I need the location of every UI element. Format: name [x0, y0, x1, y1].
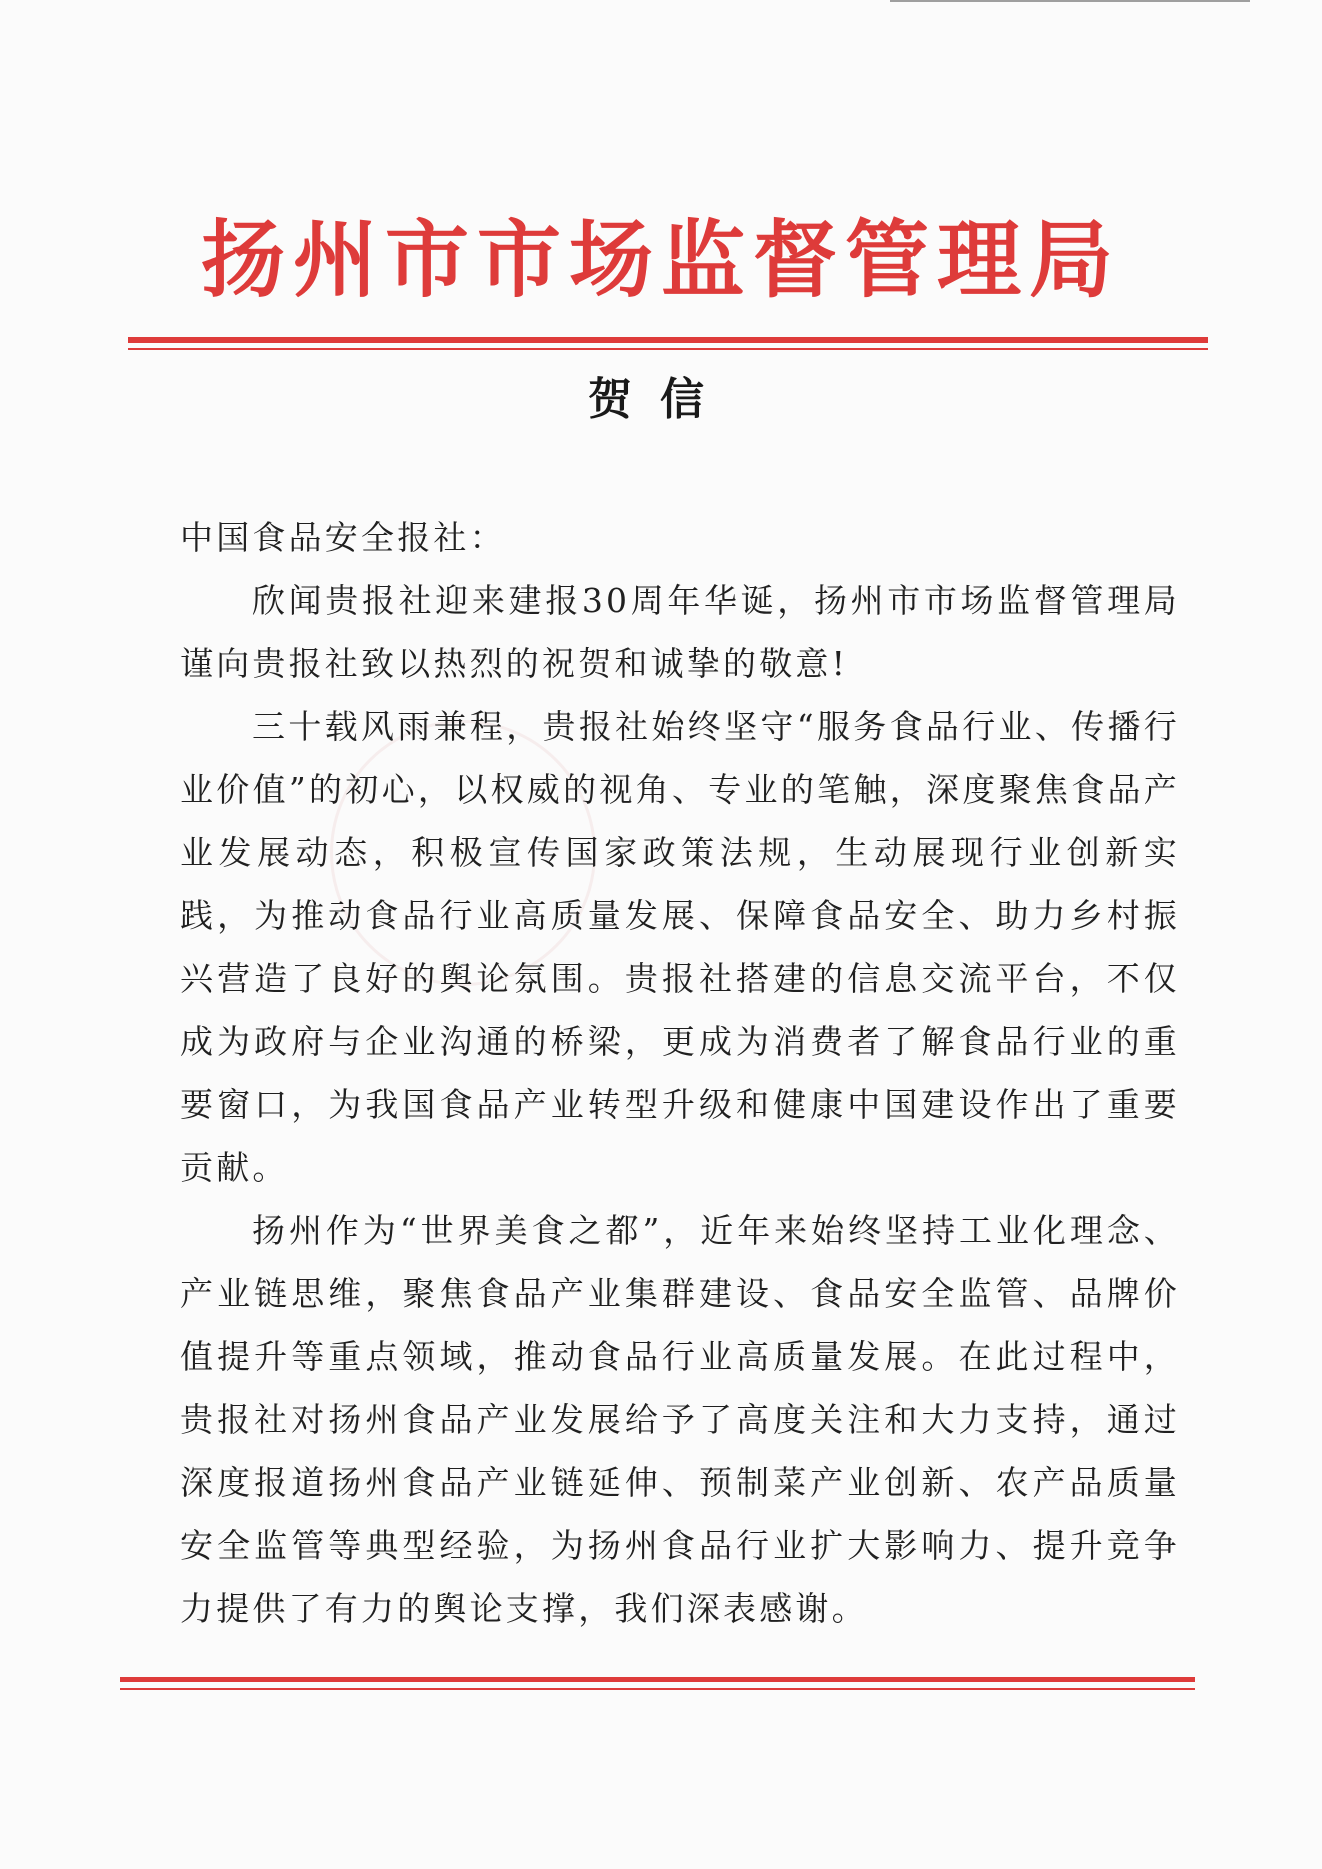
letterhead-rule-thick — [128, 337, 1208, 343]
letterhead-organization: 扬州市市场监督管理局 — [200, 210, 1121, 309]
scan-edge-shadow — [890, 0, 1250, 2]
footer-rule-thick — [120, 1677, 1195, 1682]
document-title: 贺信 — [588, 374, 732, 425]
letter-body — [180, 506, 1180, 1640]
paragraph-1: 欣闻贵报社迎来建报30周年华诞，扬州市市场监督管理局谨向贵报社致以热烈的祝贺和诚挚的敬意! — [180, 581, 1180, 683]
footer-rule-thin — [120, 1688, 1195, 1690]
salutation: 中国食品安全报社： — [180, 518, 506, 557]
paragraph-3: 扬州作为“世界美食之都”，近年来始终坚持工业化理念、产业链思维，聚焦食品产业集群建设、食品安全监管、品牌价值提升等重点领域，推动食品行业高质量发展。在此过程中，贵报社对扬州食品产业发展给予了高度关注和大力支持，通过深度报道扬州食品产业链延伸、预制菜产业创新、农产品质量安全监管等典型经验，为扬州食品行业扩大影响力、提升竞争力提供了有力的舆论支撑，我们深表感谢。 — [180, 1211, 1180, 1628]
letterhead-rule-thin — [128, 348, 1208, 350]
paragraph-2: 三十载风雨兼程，贵报社始终坚守“服务食品行业、传播行业价值”的初心，以权威的视角、专业的笔触，深度聚焦食品产业发展动态，积极宣传国家政策法规，生动展现行业创新实践，为推动食品行业高质量发展、保障食品安全、助力乡村振兴营造了良好的舆论氛围。贵报社搭建的信息交流平台，不仅成为政府与企业沟通的桥梁，更成为消费者了解食品行业的重要窗口，为我国食品产业转型升级和健康中国建设作出了重要贡献。 — [180, 707, 1180, 1187]
